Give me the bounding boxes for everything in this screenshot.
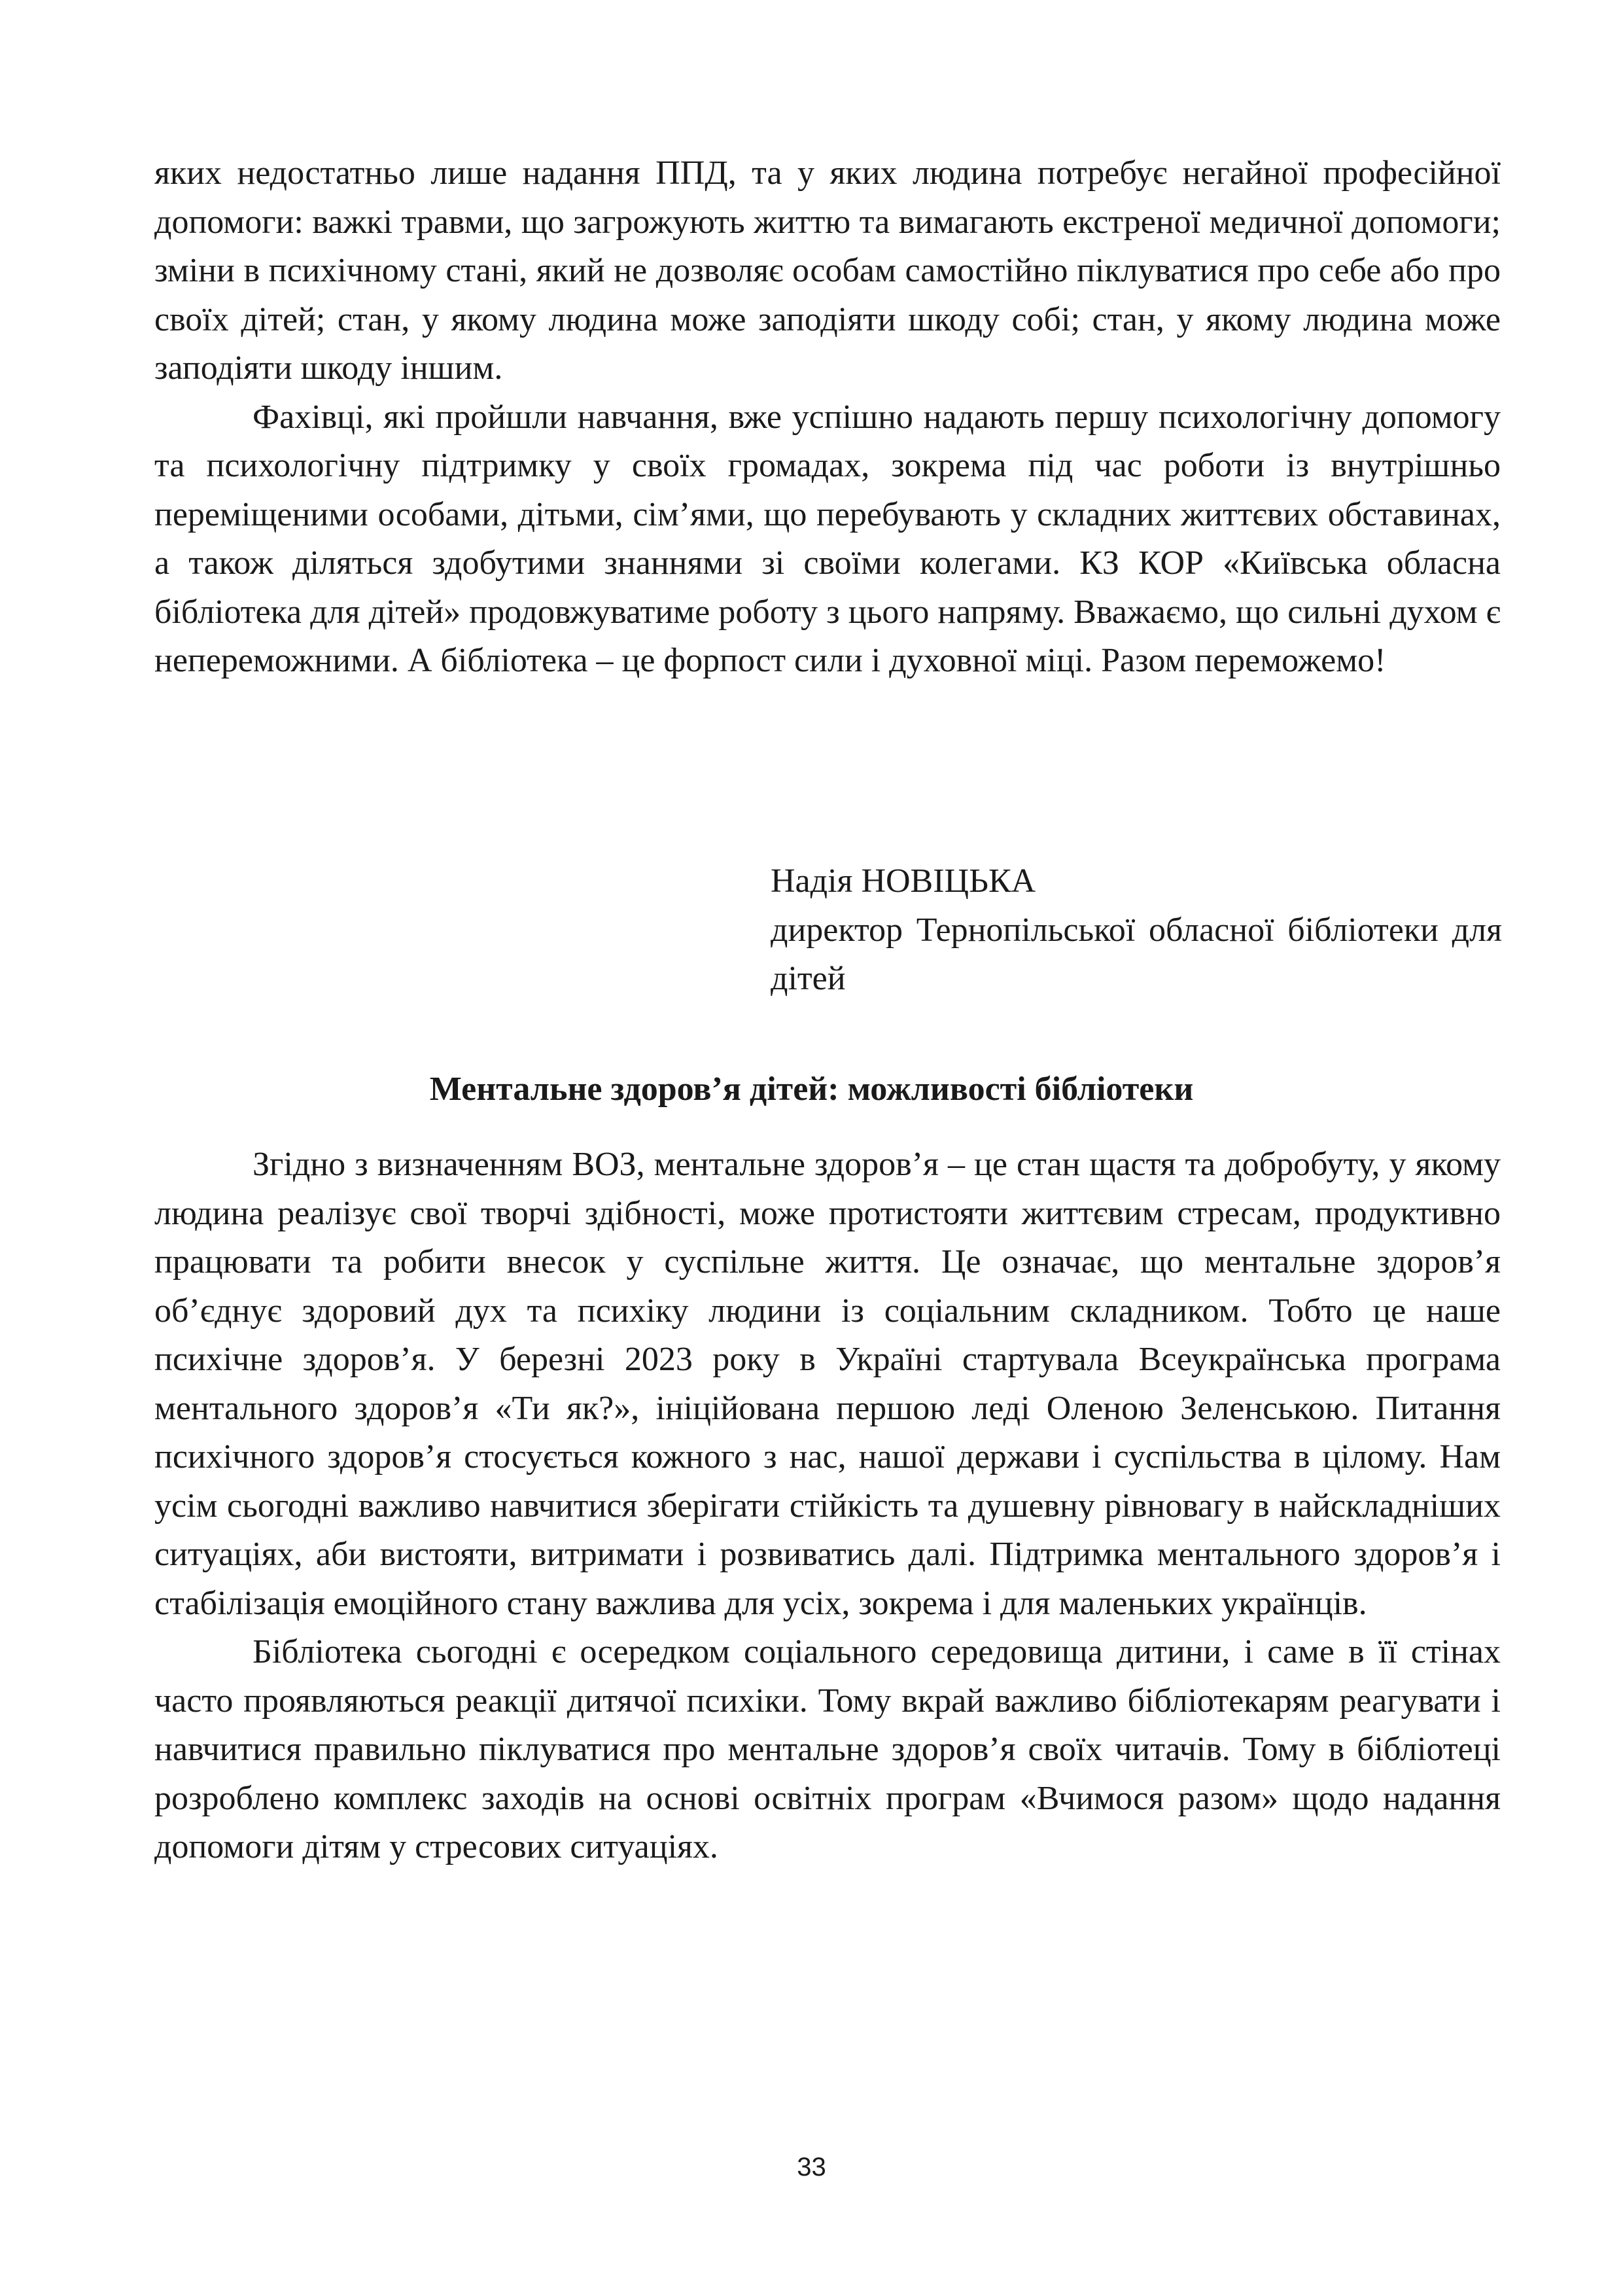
author-position: директор Тернопільської обласної бібліотеки для дітей <box>771 911 1502 997</box>
body-paragraph: Згідно з визначенням ВОЗ, ментальне здоров’я – це стан щастя та добробуту, у якому людина реалізує свої творчі здібності, може протистояти життєвим стресам, продуктивно працювати та робити внесок у суспільне життя. Це означає, що ментальне здоров’я об’єднує здоровий дух та психіку людини із соціальним складником. Тобто це наше психічне здоров’я. У березні 2023 року в Україні стартувала Всеукраїнська програма ментального здоров’я «Ти як?», ініційована першою леді Оленою Зеленською. Питання психічного здоров’я стосується кожного з нас, нашої держави і суспільства в цілому. Нам усім сьогодні важливо навчитися зберігати стійкість та душевну рівновагу в найскладніших ситуаціях, аби вистояти, витримати і розвиватись далі. Підтримка ментального здоров’я і стабілізація емоційного стану важлива для усіх, зокрема і для маленьких українців. <box>154 1146 1501 1622</box>
page-number: 33 <box>797 2153 826 2181</box>
author-signature <box>771 857 1502 1004</box>
author-name: Надія НОВІЦЬКА <box>771 862 1036 900</box>
body-paragraph: Бібліотека сьогодні є осередком соціального середовища дитини, і саме в її стінах часто проявляються реакції дитячої психіки. Тому вкрай важливо бібліотекарям реагувати і навчитися правильно піклуватися про ментальне здоров’я своїх читачів. Тому в бібліотеці розроблено комплекс заходів на основі освітніх програм «Вчимося разом» щодо надання допомоги дітям у стресових ситуаціях. <box>154 1633 1501 1865</box>
article-body <box>154 1140 1501 1872</box>
body-paragraph: Фахівці, які пройшли навчання, вже успішно надають першу психологічну допомогу та психологічну підтримку у своїх громадах, зокрема під час роботи із внутрішньо переміщеними особами, дітьми, сім’ями, що перебувають у складних життєвих обставинах, а також діляться здобутими знаннями зі своїми колегами. КЗ КОР «Київська обласна бібліотека для дітей» продовжуватиме роботу з цього напряму. Вважаємо, що сильні духом є непереможними. А бібліотека – це форпост сили і духовної міці. Разом переможемо! <box>154 398 1501 679</box>
body-paragraph: яких недостатньо лише надання ППД, та у яких людина потребує негайної професійної допомоги: важкі травми, що загрожують життю та вимагають екстреної медичної допомоги; зміни в психічному стані, який не дозволяє особам самостійно піклуватися про себе або про своїх дітей; стан, у якому людина може заподіяти шкоду собі; стан, у якому людина може заподіяти шкоду іншим. <box>154 154 1501 387</box>
article-title: Ментальне здоров’я дітей: можливості бібліотеки <box>429 1070 1194 1108</box>
continuation-section <box>154 149 1501 686</box>
